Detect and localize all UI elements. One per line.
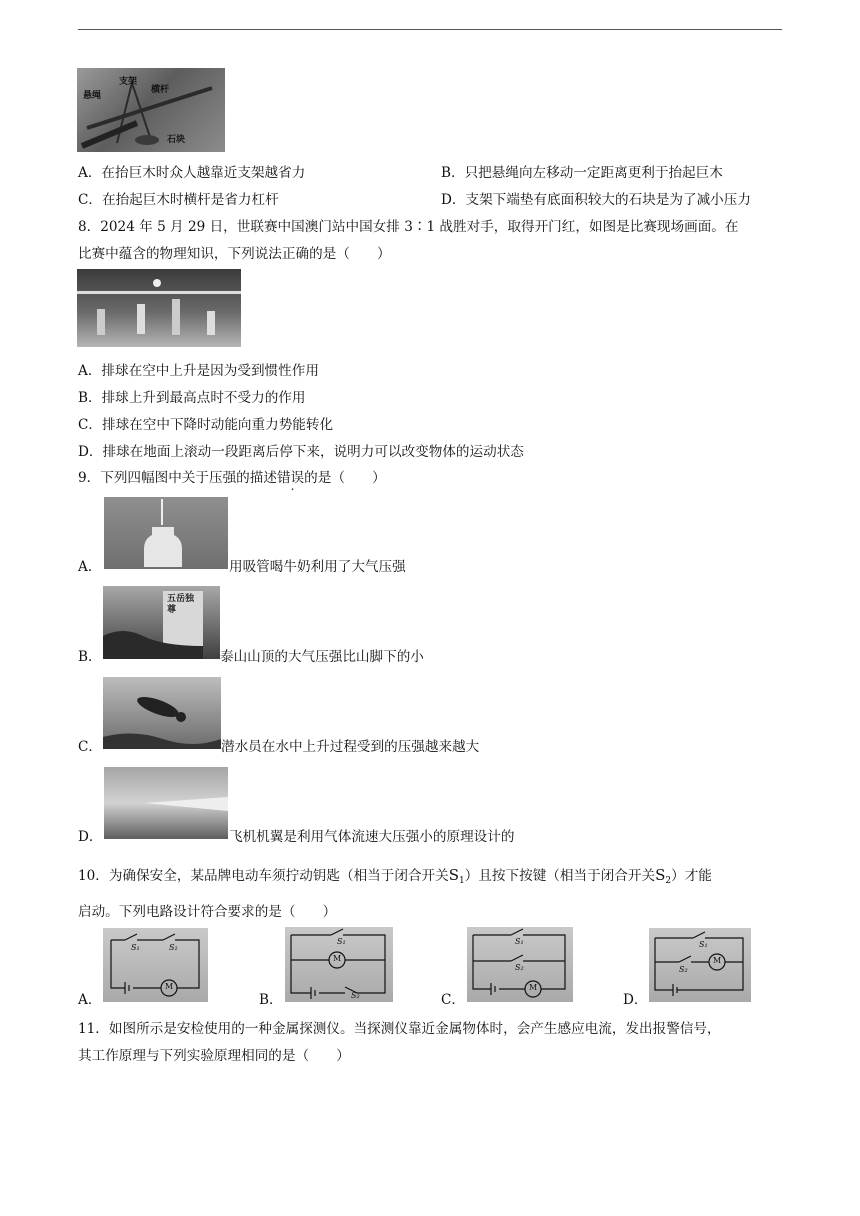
q7-lever-photo	[77, 68, 225, 152]
q8-stem-line1: 8．2024 年 5 月 29 日，世联赛中国澳门站中国女排 3∶1 战胜对手，取得开门红，如图是比赛现场画面。在	[78, 219, 739, 235]
q7-label-support: 支架	[119, 77, 138, 87]
q9-option-a-letter: A．	[78, 559, 102, 575]
q11-stem-line2: 其工作原理与下列实验原理相同的是（ ）	[78, 1048, 350, 1064]
q8-volleyball-photo	[77, 269, 241, 347]
q9-stem-after: 的是（ ）	[304, 470, 386, 486]
q11-stem-line1: 11．如图所示是安检使用的一种金属探测仪。当探测仪靠近金属物体时，会产生感应电流，发出报警信号，	[78, 1021, 721, 1037]
q10-c-motor-label: M	[529, 983, 538, 992]
q10-a-motor-label: M	[165, 982, 174, 991]
q10-c-s2-label: S₂	[515, 963, 524, 972]
q9-taishan-photo	[103, 586, 220, 659]
q9-airplane-wing-photo	[104, 767, 228, 839]
q10-b-s1-label: S₁	[337, 937, 346, 946]
q9-stem-emphasis: 错误	[276, 470, 305, 486]
q10-option-d-letter: D．	[623, 992, 648, 1008]
q9-diver-photo	[103, 677, 221, 749]
q10-circuit-b	[285, 927, 393, 1002]
q7-option-a: A．在抬巨木时众人越靠近支架越省力	[78, 165, 306, 181]
q8-option-a: A．排球在空中上升是因为受到惯性作用	[78, 363, 319, 379]
q9-option-a-text: 用吸管喝牛奶利用了大气压强	[229, 559, 406, 575]
q10-d-s1-label: S₁	[699, 940, 708, 949]
q10-a-s2-label: S₂	[169, 943, 178, 952]
q10-option-a-letter: A．	[78, 992, 102, 1008]
q10-stem-line1: 10．为确保安全，某品牌电动车须拧动钥匙（相当于闭合开关$S_1$）且按下按键（相当于闭合开关$S_2$）才能	[78, 866, 712, 886]
q10-circuit-c	[467, 927, 573, 1002]
q8-option-d: D．排球在地面上滚动一段距离后停下来，说明力可以改变物体的运动状态	[78, 444, 524, 460]
q8-option-c: C．排球在空中下降时动能向重力势能转化	[78, 417, 334, 433]
q9-option-d-text: 飞机机翼是利用气体流速大压强小的原理设计的	[229, 829, 515, 845]
q10-option-c-letter: C．	[441, 992, 465, 1008]
q10-circuit-d	[649, 928, 751, 1002]
q10-c-s1-label: S₁	[515, 937, 524, 946]
q7-label-stone: 石块	[167, 135, 186, 145]
q9-option-b-letter: B．	[78, 649, 102, 665]
q9-option-b-text: 泰山山顶的大气压强比山脚下的小	[220, 649, 424, 665]
q7-option-d: D．支架下端垫有底面积较大的石块是为了减小压力	[441, 192, 751, 208]
header-rule	[78, 29, 782, 30]
q10-d-s2-label: S₂	[679, 965, 688, 974]
q7-option-b: B．只把悬绳向左移动一定距离更利于抬起巨木	[441, 165, 723, 181]
q9-stem	[78, 466, 386, 486]
q9-option-d-letter: D．	[78, 829, 103, 845]
q9-stem-before: 9．下列四幅图中关于压强的描述	[78, 470, 277, 486]
q7-option-c: C．在抬起巨木时横杆是省力杠杆	[78, 192, 279, 208]
q7-label-bar: 横杆	[151, 85, 170, 95]
q10-a-s1-label: S₁	[131, 943, 140, 952]
q9-option-c-text: 潜水员在水中上升过程受到的压强越来越大	[221, 739, 480, 755]
q8-stem-line2: 比赛中蕴含的物理知识，下列说法正确的是（ ）	[78, 246, 391, 262]
q9-option-c-letter: C．	[78, 739, 102, 755]
q10-b-motor-label: M	[333, 954, 342, 963]
q10-stem-line2: 启动。下列电路设计符合要求的是（ ）	[78, 904, 337, 920]
q10-b-s2-label: S₂	[351, 991, 360, 1000]
q9-milk-bottle-photo	[104, 497, 228, 569]
q8-option-b: B．排球上升到最高点时不受力的作用	[78, 390, 306, 406]
q10-circuit-a	[103, 928, 208, 1002]
q10-d-motor-label: M	[713, 956, 722, 965]
q7-label-rope: 悬绳	[83, 91, 102, 101]
q9-taishan-sign: 五岳独尊	[167, 594, 195, 615]
q10-option-b-letter: B．	[259, 992, 283, 1008]
